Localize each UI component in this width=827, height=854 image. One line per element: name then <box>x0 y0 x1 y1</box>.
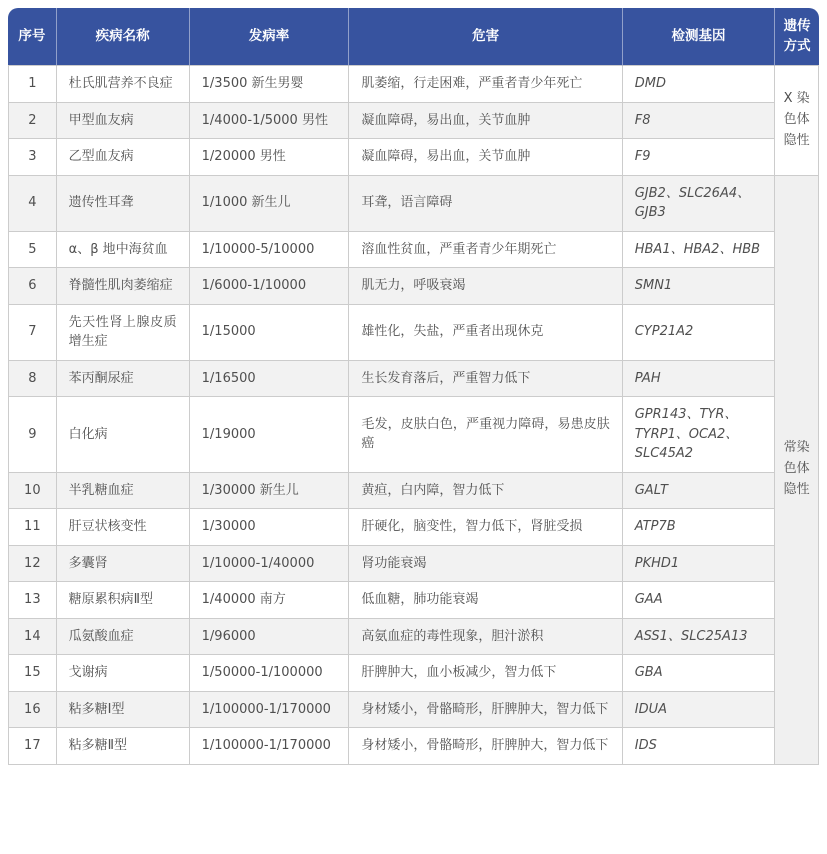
table-row <box>8 305 819 361</box>
inheritance-mode-cell: 常染色体隐性 <box>775 176 819 765</box>
table-row <box>8 728 819 765</box>
disease-name: 白化病 <box>57 397 190 473</box>
row-number: 3 <box>8 139 57 176</box>
row-number: 8 <box>8 361 57 398</box>
disease-name: 瓜氨酸血症 <box>57 619 190 656</box>
disease-name: 糖原累积病Ⅱ型 <box>57 582 190 619</box>
harm-description: 溶血性贫血，严重者青少年期死亡 <box>349 232 622 269</box>
col-header-number: 序号 <box>8 8 57 66</box>
disease-name: 半乳糖血症 <box>57 473 190 510</box>
gene-names: CYP21A2 <box>623 305 775 361</box>
incidence-rate: 1/96000 <box>190 619 350 656</box>
harm-description: 肌萎缩，行走困难，严重者青少年死亡 <box>349 66 622 103</box>
harm-description: 肾功能衰竭 <box>349 546 622 583</box>
table-row <box>8 619 819 656</box>
table-row <box>8 103 819 140</box>
gene-names: HBA1、HBA2、HBB <box>623 232 775 269</box>
col-header-harm: 危害 <box>349 8 622 66</box>
disease-name: 先天性肾上腺皮质增生症 <box>57 305 190 361</box>
gene-names: DMD <box>623 66 775 103</box>
row-number: 14 <box>8 619 57 656</box>
harm-description: 生长发育落后，严重智力低下 <box>349 361 622 398</box>
disease-name: 肝豆状核变性 <box>57 509 190 546</box>
col-header-incidence: 发病率 <box>190 8 350 66</box>
gene-names: F9 <box>623 139 775 176</box>
gene-names: ASS1、SLC25A13 <box>623 619 775 656</box>
gene-names: SMN1 <box>623 268 775 305</box>
harm-description: 身材矮小，骨骼畸形，肝脾肿大，智力低下 <box>349 692 622 729</box>
header-row <box>8 8 819 66</box>
row-number: 12 <box>8 546 57 583</box>
harm-description: 凝血障碍，易出血，关节血肿 <box>349 103 622 140</box>
disease-name: 苯丙酮尿症 <box>57 361 190 398</box>
incidence-rate: 1/40000 南方 <box>190 582 350 619</box>
incidence-rate: 1/20000 男性 <box>190 139 350 176</box>
gene-names: IDS <box>623 728 775 765</box>
row-number: 2 <box>8 103 57 140</box>
harm-description: 身材矮小，骨骼畸形，肝脾肿大，智力低下 <box>349 728 622 765</box>
col-header-genes: 检测基因 <box>623 8 775 66</box>
harm-description: 凝血障碍，易出血，关节血肿 <box>349 139 622 176</box>
row-number: 9 <box>8 397 57 473</box>
row-number: 17 <box>8 728 57 765</box>
disease-name: 粘多糖Ⅱ型 <box>57 728 190 765</box>
table-row <box>8 546 819 583</box>
incidence-rate: 1/19000 <box>190 397 350 473</box>
table-row <box>8 232 819 269</box>
disease-name: 遗传性耳聋 <box>57 176 190 232</box>
gene-names: GAA <box>623 582 775 619</box>
harm-description: 肝脾肿大，血小板减少，智力低下 <box>349 655 622 692</box>
inheritance-mode-cell: X 染色体隐性 <box>775 66 819 176</box>
harm-description: 耳聋，语言障碍 <box>349 176 622 232</box>
disease-name: 粘多糖Ⅰ型 <box>57 692 190 729</box>
table-body <box>8 66 819 765</box>
gene-names: GALT <box>623 473 775 510</box>
incidence-rate: 1/30000 <box>190 509 350 546</box>
harm-description: 毛发，皮肤白色，严重视力障碍，易患皮肤癌 <box>349 397 622 473</box>
incidence-rate: 1/4000-1/5000 男性 <box>190 103 350 140</box>
incidence-rate: 1/10000-5/10000 <box>190 232 350 269</box>
disease-name: α、β 地中海贫血 <box>57 232 190 269</box>
harm-description: 雄性化，失盐，严重者出现休克 <box>349 305 622 361</box>
table-row <box>8 473 819 510</box>
incidence-rate: 1/100000-1/170000 <box>190 728 350 765</box>
incidence-rate: 1/6000-1/10000 <box>190 268 350 305</box>
row-number: 11 <box>8 509 57 546</box>
row-number: 16 <box>8 692 57 729</box>
incidence-rate: 1/3500 新生男婴 <box>190 66 350 103</box>
incidence-rate: 1/50000-1/100000 <box>190 655 350 692</box>
gene-names: GJB2、SLC26A4、GJB3 <box>623 176 775 232</box>
harm-description: 低血糖，肺功能衰竭 <box>349 582 622 619</box>
harm-description: 肌无力，呼吸衰竭 <box>349 268 622 305</box>
incidence-rate: 1/16500 <box>190 361 350 398</box>
disease-name: 乙型血友病 <box>57 139 190 176</box>
gene-names: PKHD1 <box>623 546 775 583</box>
table-row <box>8 397 819 473</box>
row-number: 15 <box>8 655 57 692</box>
gene-names: F8 <box>623 103 775 140</box>
row-number: 4 <box>8 176 57 232</box>
gene-names: IDUA <box>623 692 775 729</box>
table-row <box>8 509 819 546</box>
incidence-rate: 1/15000 <box>190 305 350 361</box>
table-row <box>8 176 819 232</box>
disease-name: 甲型血友病 <box>57 103 190 140</box>
incidence-rate: 1/100000-1/170000 <box>190 692 350 729</box>
disease-name: 多囊肾 <box>57 546 190 583</box>
table-row <box>8 268 819 305</box>
row-number: 10 <box>8 473 57 510</box>
row-number: 7 <box>8 305 57 361</box>
table-row <box>8 582 819 619</box>
table-row <box>8 139 819 176</box>
gene-names: GPR143、TYR、TYRP1、OCA2、SLC45A2 <box>623 397 775 473</box>
harm-description: 高氨血症的毒性现象，胆汁淤积 <box>349 619 622 656</box>
row-number: 13 <box>8 582 57 619</box>
table-row <box>8 361 819 398</box>
harm-description: 肝硬化，脑变性，智力低下，肾脏受损 <box>349 509 622 546</box>
disease-name: 戈谢病 <box>57 655 190 692</box>
genetic-disease-table <box>8 8 819 765</box>
gene-names: PAH <box>623 361 775 398</box>
table-row <box>8 692 819 729</box>
row-number: 6 <box>8 268 57 305</box>
incidence-rate: 1/30000 新生儿 <box>190 473 350 510</box>
table-header <box>8 8 819 66</box>
row-number: 5 <box>8 232 57 269</box>
disease-name: 脊髓性肌肉萎缩症 <box>57 268 190 305</box>
gene-names: ATP7B <box>623 509 775 546</box>
disease-name: 杜氏肌营养不良症 <box>57 66 190 103</box>
table-row <box>8 655 819 692</box>
harm-description: 黄疸，白内障，智力低下 <box>349 473 622 510</box>
col-header-inheritance: 遗传方式 <box>775 8 819 66</box>
row-number: 1 <box>8 66 57 103</box>
incidence-rate: 1/1000 新生儿 <box>190 176 350 232</box>
col-header-disease-name: 疾病名称 <box>57 8 190 66</box>
incidence-rate: 1/10000-1/40000 <box>190 546 350 583</box>
gene-names: GBA <box>623 655 775 692</box>
table-row <box>8 66 819 103</box>
